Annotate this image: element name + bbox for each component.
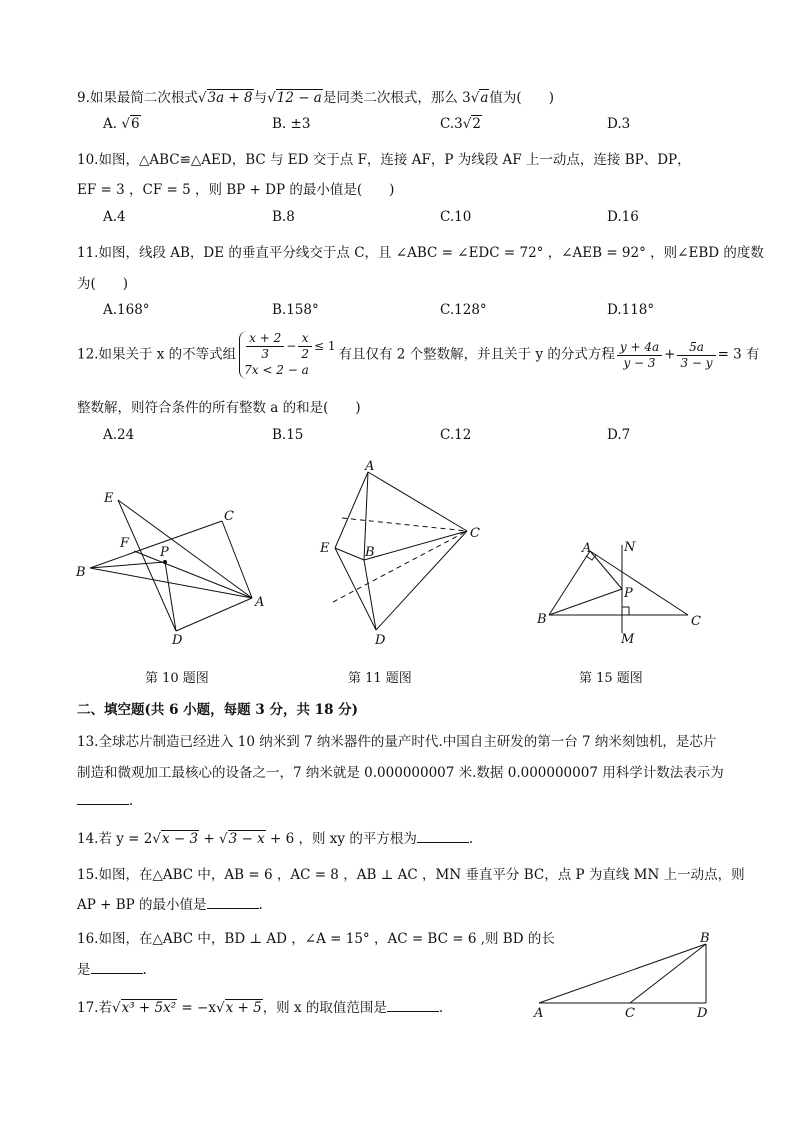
q12-option-b[interactable]: B.15 xyxy=(272,427,304,443)
q11-option-c[interactable]: C.128° xyxy=(440,302,487,318)
figure-15 xyxy=(549,545,688,633)
question-17: 17.若√x³ + 5x² = −x√x + 5，则 x 的取值范围是 . xyxy=(77,1000,444,1016)
question-12-line1: 12.如果关于 x 的不等式组 $\frac{x + 2}{3}$ − $\frac{x}{2}$ ≤ 1 7x < 2 − a 有且仅有 2 个整数解，并且关于 y 的分式方程 $\frac{y + 4a}{y - 3}$ + $\frac{5a}{3 - y}$ = 3 有 xyxy=(77,331,760,377)
section-2-title: 二、填空题(共 6 小题，每题 3 分，共 18 分) xyxy=(77,702,359,718)
fig10-label-p: P xyxy=(160,545,169,560)
q12-option-a[interactable]: A.24 xyxy=(103,427,135,443)
fig15-label-a: A xyxy=(582,541,592,556)
question-10-line2: EF = 3 ，CF = 5 ，则 BP + DP 的最小值是( ) xyxy=(77,182,395,198)
fig10-label-b: B xyxy=(76,565,86,580)
fig16-label-c: C xyxy=(625,1006,635,1021)
question-13-line3: . xyxy=(77,792,133,809)
figures-row xyxy=(0,455,794,655)
question-11-line1: 11.如图，线段 AB，DE 的垂直平分线交于点 C，且 ∠ABC = ∠EDC = 72° ，∠AEB = 92° ，则∠EBD 的度数 xyxy=(77,245,764,261)
q11-option-b[interactable]: B.158° xyxy=(272,302,319,318)
question-14: 14.若 y = 2√x − 3 + √3 − x + 6 ，则 xy 的平方根为 . xyxy=(77,831,474,847)
fig11-label-b: B xyxy=(365,545,375,560)
q10-option-a[interactable]: A.4 xyxy=(103,209,126,225)
caption-fig10: 第 10 题图 xyxy=(145,671,209,686)
question-15-line1: 15.如图，在△ABC 中，AB = 6 ，AC = 8 ，AB ⊥ AC ，MN 垂直平分 BC，点 P 为直线 MN 上一动点，则 xyxy=(77,867,745,883)
point-p xyxy=(163,560,167,564)
fig11-label-a: A xyxy=(365,459,375,474)
answer-blank-17[interactable] xyxy=(387,999,439,1012)
caption-fig15: 第 15 题图 xyxy=(579,671,643,686)
fig11-label-e: E xyxy=(320,541,330,556)
answer-blank-13[interactable] xyxy=(77,792,129,805)
fig10-label-d: D xyxy=(172,633,183,648)
q10-option-d[interactable]: D.16 xyxy=(607,209,639,225)
q11-option-a[interactable]: A.168° xyxy=(103,302,150,318)
question-11-line2: 为( ) xyxy=(77,276,129,292)
answer-blank-16[interactable] xyxy=(91,961,143,974)
fig15-label-b: B xyxy=(537,612,547,627)
fig10-label-e: E xyxy=(104,491,114,506)
q10-option-c[interactable]: C.10 xyxy=(440,209,472,225)
question-16-line2: 是 . xyxy=(77,962,147,978)
caption-fig11: 第 11 题图 xyxy=(348,671,412,686)
fig10-label-a: A xyxy=(255,595,265,610)
question-15-line2: AP + BP 的最小值是 . xyxy=(77,897,263,913)
fig11-label-c: C xyxy=(470,526,480,541)
q11-option-d[interactable]: D.118° xyxy=(607,302,655,318)
fig15-label-m: M xyxy=(621,632,635,647)
fig16-label-d: D xyxy=(697,1006,708,1021)
question-9: 9.如果最简二次根式√3a + 8与√12 − a是同类二次根式，那么 3√a值为( ) xyxy=(77,90,554,106)
figure-16 xyxy=(520,925,720,1025)
q12-option-d[interactable]: D.7 xyxy=(607,427,631,443)
inequality-system: $\frac{x + 2}{3}$ − $\frac{x}{2}$ ≤ 1 7x < 2 − a xyxy=(239,331,335,379)
fig15-label-c: C xyxy=(691,614,701,629)
question-10-line1: 10.如图，△ABC≌△AED，BC 与 ED 交于点 F，连接 AF，P 为线段 AF 上一动点，连接 BP、DP， xyxy=(77,152,691,168)
fig11-label-d: D xyxy=(375,633,386,648)
figure-11 xyxy=(333,472,467,630)
q10-option-b[interactable]: B.8 xyxy=(272,209,295,225)
q9-option-a[interactable]: A. √6 xyxy=(103,116,140,132)
q12-option-c[interactable]: C.12 xyxy=(440,427,472,443)
question-12-line2: 整数解，则符合条件的所有整数 a 的和是( ) xyxy=(77,400,361,416)
q9-option-b[interactable]: B. ±3 xyxy=(272,116,311,132)
question-13-line1: 13.全球芯片制造已经进入 10 纳米到 7 纳米器件的量产时代.中国自主研发的第一台 7 纳米刻蚀机，是芯片 xyxy=(77,734,717,750)
fig16-label-a: A xyxy=(534,1006,544,1021)
question-13-line2: 制造和微观加工最核心的设备之一，7 纳米就是 0.000000007 米.数据 0.000000007 用科学计数法表示为 xyxy=(77,765,724,781)
answer-blank-14[interactable] xyxy=(417,830,469,843)
answer-blank-15[interactable] xyxy=(207,896,259,909)
fig16-label-b: B xyxy=(700,931,710,946)
q9-option-c[interactable]: C.3√2 xyxy=(440,116,481,132)
fig15-label-n: N xyxy=(624,540,636,555)
q9-option-d[interactable]: D.3 xyxy=(607,116,631,132)
question-16-line1: 16.如图，在△ABC 中，BD ⊥ AD ，∠A = 15° ，AC = BC = 6 ,则 BD 的长 xyxy=(77,931,555,947)
fig10-label-c: C xyxy=(224,509,234,524)
fig15-label-p: P xyxy=(624,586,633,601)
fig10-label-f: F xyxy=(120,536,130,551)
